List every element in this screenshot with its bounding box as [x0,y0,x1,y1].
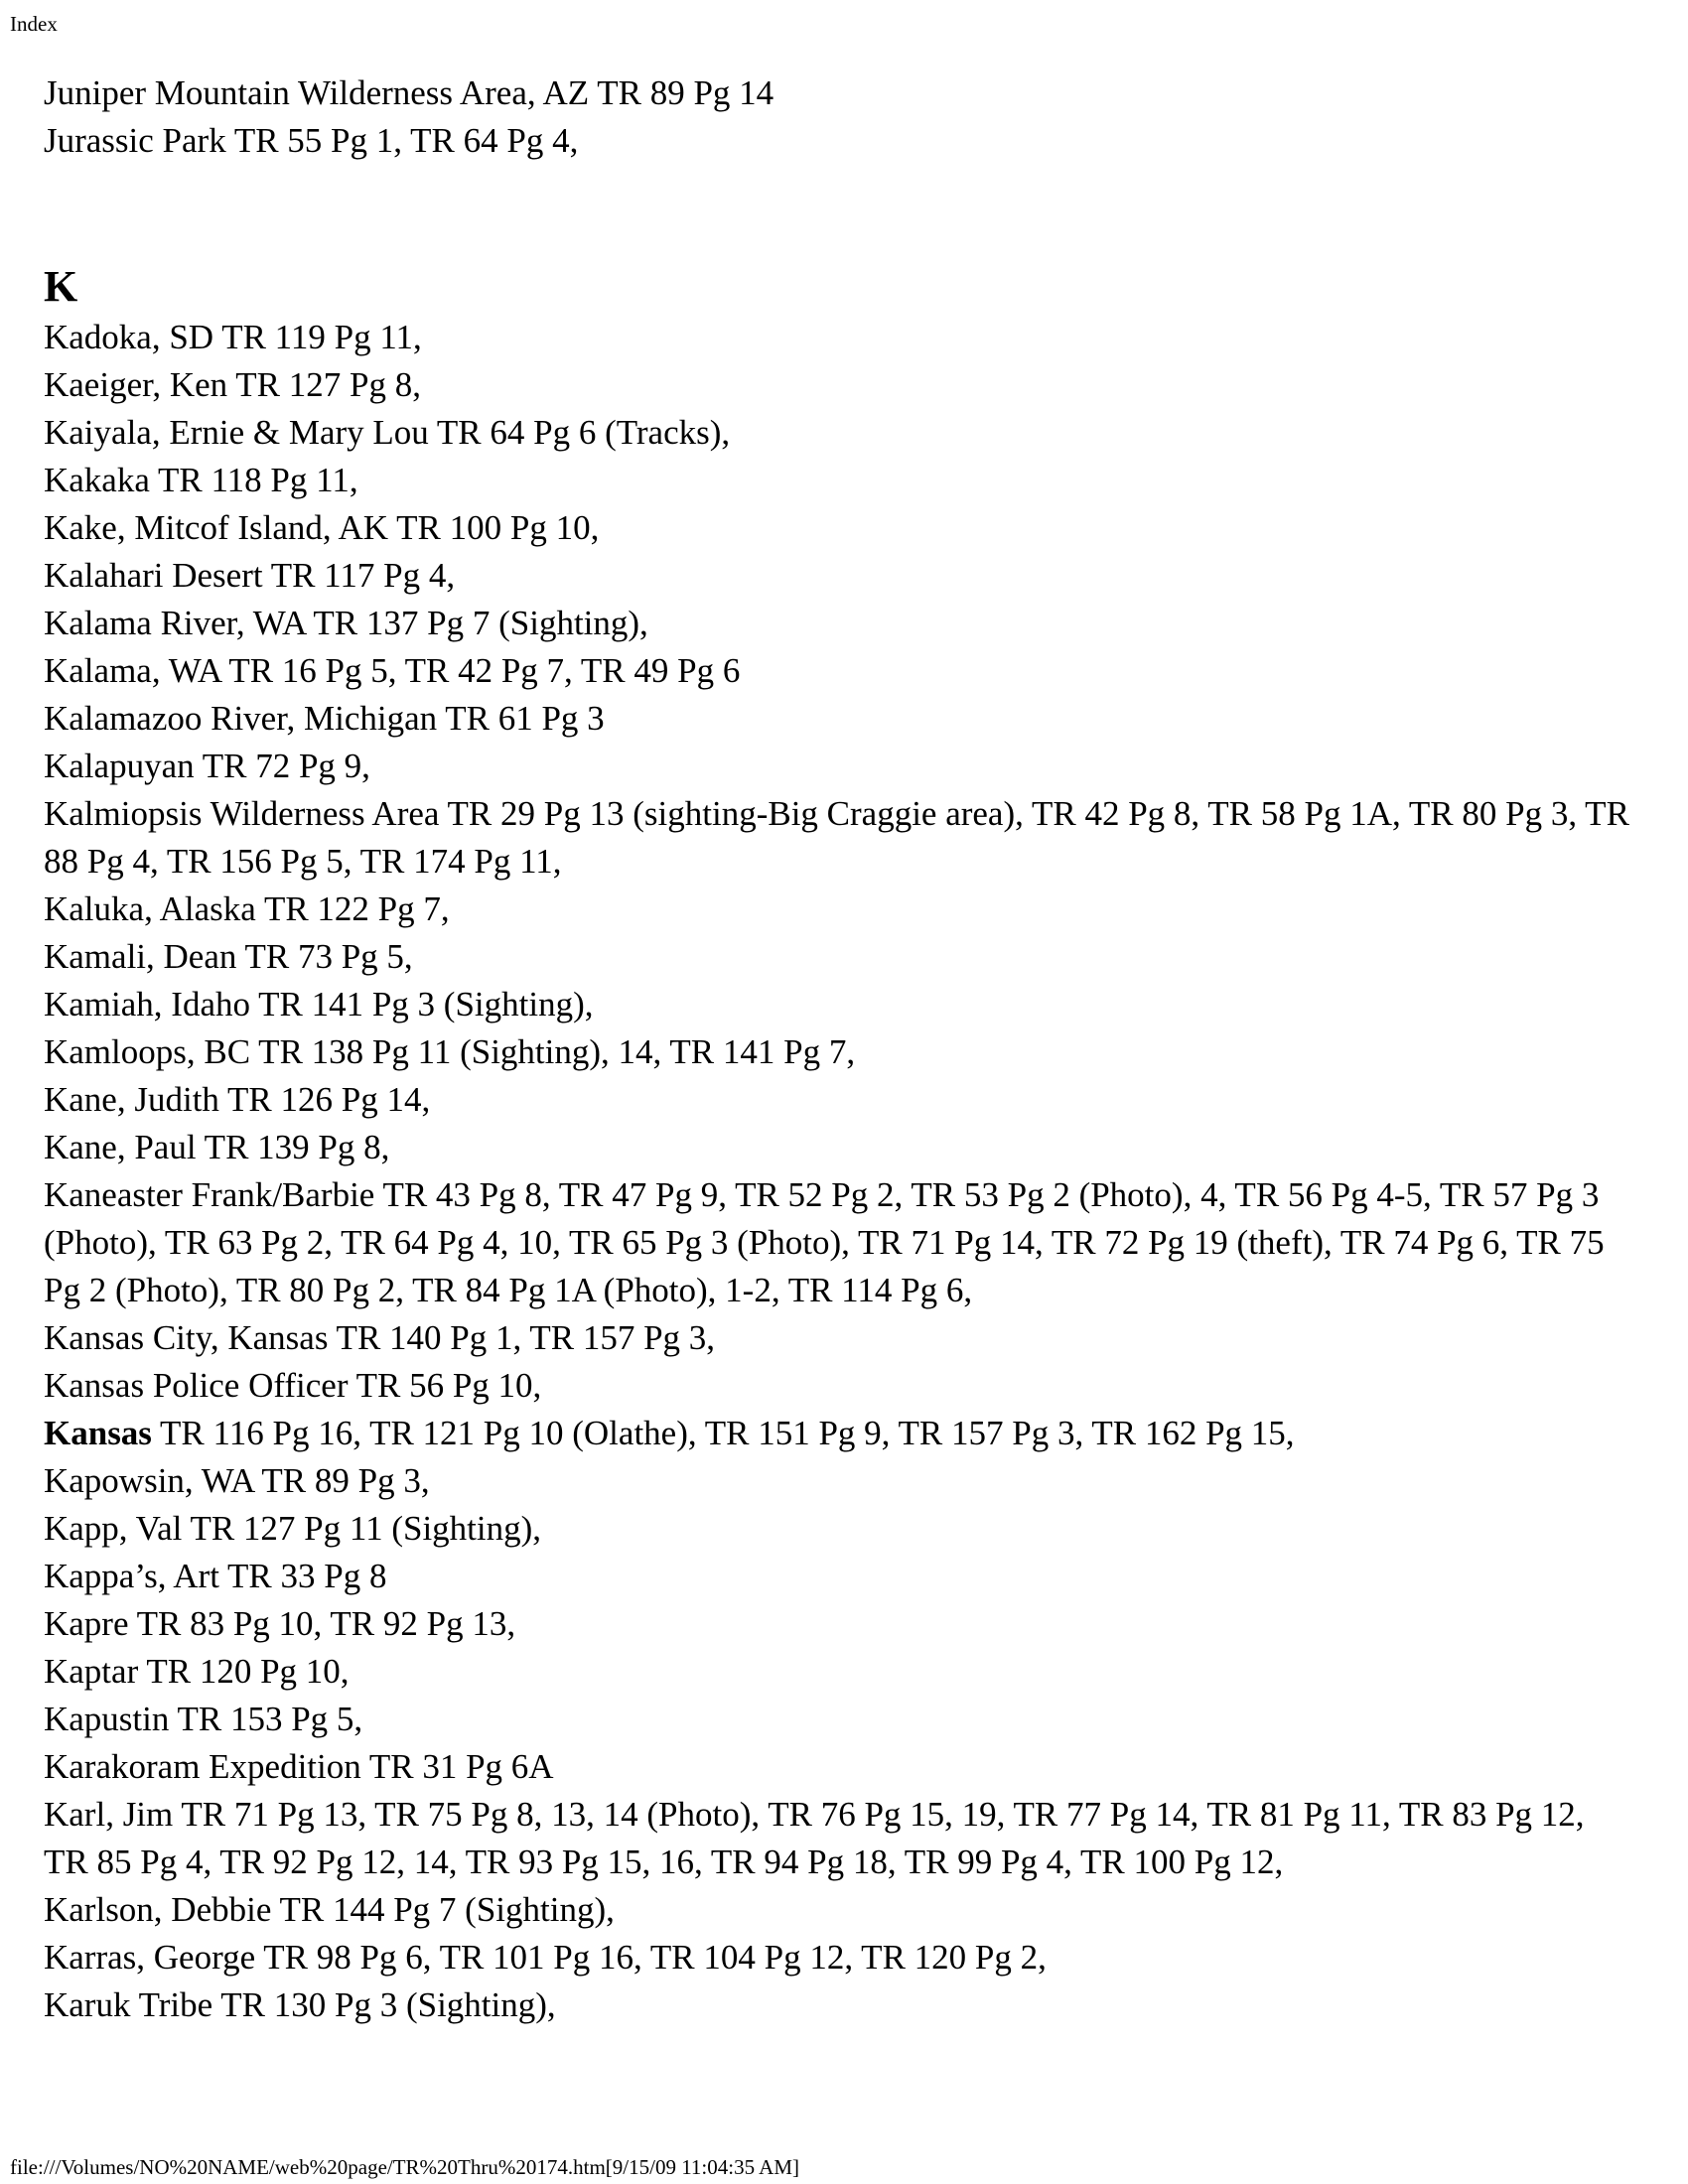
index-entry: Kalapuyan TR 72 Pg 9, [44,747,370,785]
index-entry: Kaptar TR 120 Pg 10, [44,1652,350,1691]
index-entry: Kalama River, WA TR 137 Pg 7 (Sighting), [44,604,648,642]
index-entry-kansas-rest: TR 116 Pg 16, TR 121 Pg 10 (Olathe), TR 151 Pg 9, TR 157 Pg 3, TR 162 Pg 15, [151,1414,1295,1452]
index-entry: Karuk Tribe TR 130 Pg 3 (Sighting), [44,1985,556,2024]
index-entry: Jurassic Park TR 55 Pg 1, TR 64 Pg 4, [44,121,579,160]
index-entry: Kaiyala, Ernie & Mary Lou TR 64 Pg 6 (Tracks), [44,413,731,452]
index-entry: Kalamazoo River, Michigan TR 61 Pg 3 [44,699,605,738]
index-entry: Kalahari Desert TR 117 Pg 4, [44,556,456,595]
index-entry: Kapowsin, WA TR 89 Pg 3, [44,1461,430,1500]
section-spacer [44,165,1632,260]
index-entry: Kakaka TR 118 Pg 11, [44,461,358,499]
index-entry: Karras, George TR 98 Pg 6, TR 101 Pg 16, TR 104 Pg 12, TR 120 Pg 2, [44,1938,1047,1977]
page-header-title: Index [10,12,58,36]
index-entry: Kake, Mitcof Island, AK TR 100 Pg 10, [44,508,600,547]
index-entry: Kadoka, SD TR 119 Pg 11, [44,318,422,356]
section-letter-heading: K [44,262,78,311]
index-entry: Kapre TR 83 Pg 10, TR 92 Pg 13, [44,1604,516,1643]
index-entry: Kansas City, Kansas TR 140 Pg 1, TR 157 Pg 3, [44,1318,716,1357]
index-entry: Kaluka, Alaska TR 122 Pg 7, [44,889,450,928]
index-entry: Kamiah, Idaho TR 141 Pg 3 (Sighting), [44,985,594,1024]
index-entry: Kamali, Dean TR 73 Pg 5, [44,937,413,976]
page-footer-url: file:///Volumes/NO%20NAME/web%20page/TR%20Thru%20174.htm[9/15/09 11:04:35 AM] [10,2155,800,2179]
index-entry: Kappa’s, Art TR 33 Pg 8 [44,1557,387,1595]
index-entry: Kaeiger, Ken TR 127 Pg 8, [44,365,421,404]
index-entry: Kaneaster Frank/Barbie TR 43 Pg 8, TR 47 Pg 9, TR 52 Pg 2, TR 53 Pg 2 (Photo), 4, TR 56 Pg 4-5, TR 57 Pg 3 (Photo), TR 63 Pg 2, TR 64 Pg 4, 10, TR 65 Pg 3 (Photo), TR 71 Pg 14, TR 72 Pg 19 (theft), TR 74 Pg 6, TR 75 Pg 2 (Photo), TR 80 Pg 2, TR 84 Pg 1A (Photo), 1-2, TR 114 Pg 6, [44,1175,1605,1309]
index-entry: Kapustin TR 153 Pg 5, [44,1700,363,1738]
index-entry-kansas [44,1410,1632,1457]
index-entry: Kansas Police Officer TR 56 Pg 10, [44,1366,542,1405]
index-entry: Juniper Mountain Wilderness Area, AZ TR 89 Pg 14 [44,73,774,112]
index-entry: Karakoram Expedition TR 31 Pg 6A [44,1747,554,1786]
index-entry: Kalmiopsis Wilderness Area TR 29 Pg 13 (sighting-Big Craggie area), TR 42 Pg 8, TR 58 Pg 1A, TR 80 Pg 3, TR 88 Pg 4, TR 156 Pg 5, TR 174 Pg 11, [44,794,1629,881]
index-entry: Kapp, Val TR 127 Pg 11 (Sighting), [44,1509,542,1548]
index-entry-kansas-lead: Kansas [44,1414,152,1452]
entries-k-list [44,314,1632,1410]
entries-before-list [44,69,1632,165]
entries-k2-list [44,1457,1632,2029]
index-entry: Kamloops, BC TR 138 Pg 11 (Sighting), 14, TR 141 Pg 7, [44,1032,856,1071]
index-entry: Kane, Paul TR 139 Pg 8, [44,1128,390,1166]
index-body [44,69,1632,2029]
index-entry: Kane, Judith TR 126 Pg 14, [44,1080,431,1119]
index-entry: Kalama, WA TR 16 Pg 5, TR 42 Pg 7, TR 49 Pg 6 [44,651,741,690]
index-entry: Karlson, Debbie TR 144 Pg 7 (Sighting), [44,1890,615,1929]
index-entry: Karl, Jim TR 71 Pg 13, TR 75 Pg 8, 13, 14 (Photo), TR 76 Pg 15, 19, TR 77 Pg 14, TR 81 Pg 11, TR 83 Pg 12, TR 85 Pg 4, TR 92 Pg 12, 14, TR 93 Pg 15, 16, TR 94 Pg 18, TR 99 Pg 4, TR 100 Pg 12, [44,1795,1585,1881]
